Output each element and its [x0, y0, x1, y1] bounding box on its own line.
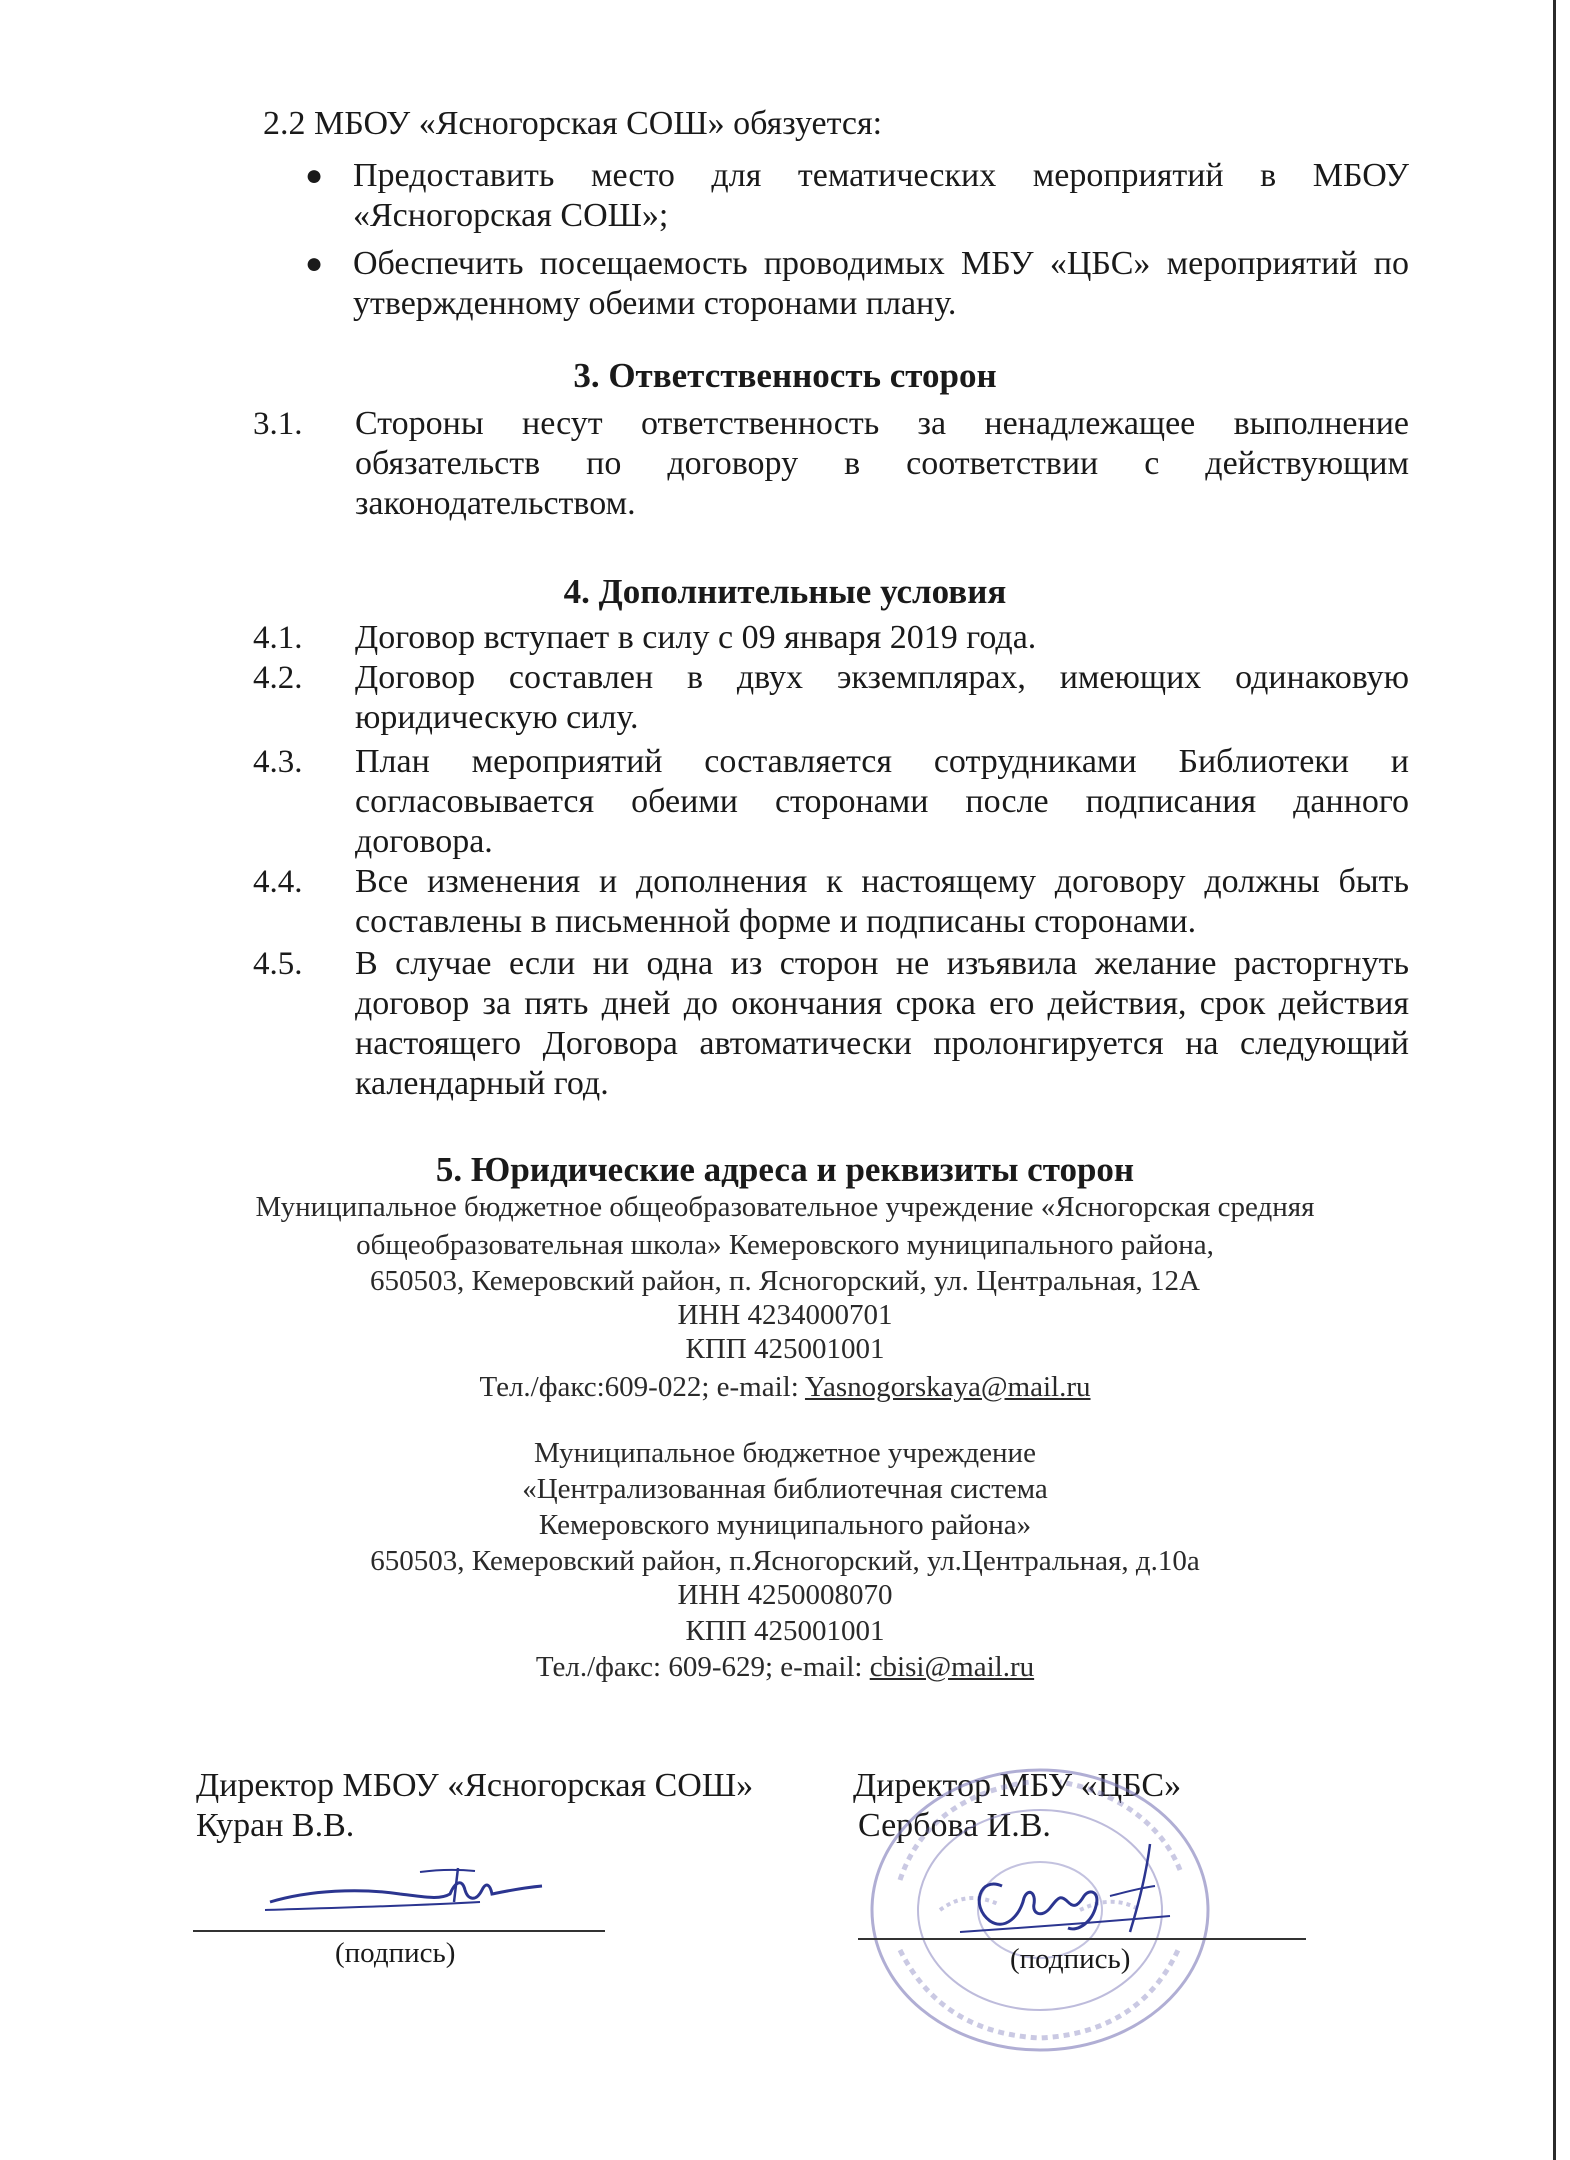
item-4-2-text: Договор составлен в двух экземплярах, имеющих одинаковую юридическую силу. — [355, 659, 1409, 736]
party2-kpp: КПП 425001001 — [685, 1615, 885, 1647]
party2-email-link[interactable]: cbisi@mail.ru — [869, 1651, 1035, 1683]
party2-contacts — [0, 1650, 1570, 1684]
bullet-icon: ● — [305, 247, 324, 280]
right-signature-caption: (подпись) — [1010, 1943, 1131, 1975]
bullet-icon: ● — [305, 159, 324, 192]
section3-title: 3. Ответственность сторон — [573, 356, 997, 395]
left-signer-name: Куран В.В. — [196, 1807, 355, 1844]
party1-address: 650503, Кемеровский район, п. Ясногорский, ул. Центральная, 12А — [370, 1265, 1200, 1297]
party1-email-link[interactable]: Yasnogorskaya@mail.ru — [804, 1371, 1091, 1403]
right-handwritten-signature — [950, 1836, 1180, 1946]
item-4-4-number: 4.4. — [253, 864, 303, 900]
section2-bullet-2: Обеспечить посещаемость проводимых МБУ «ЦБС» мероприятий по утвержденному обеими сторонами плану. — [353, 245, 1409, 322]
party1-contacts — [0, 1370, 1570, 1404]
right-signature-line — [858, 1938, 1306, 1940]
item-4-5-text: В случае если ни одна из сторон не изъявила желание расторгнуть договор за пять дней до окончания срока его действия, срок действия настоящего Договора автоматически пролонгируется на следующий календарный год. — [355, 945, 1409, 1102]
item-4-4-text: Все изменения и дополнения к настоящему договору должны быть составлены в письменной форме и подписаны сторонами. — [355, 863, 1409, 940]
party2-inn: ИНН 4250008070 — [677, 1579, 893, 1611]
left-signature-line — [193, 1930, 605, 1932]
party2-name-line2: «Централизованная библиотечная система — [522, 1473, 1048, 1505]
section5-title: 5. Юридические адреса и реквизиты сторон — [435, 1150, 1135, 1189]
party1-inn: ИНН 4234000701 — [677, 1299, 893, 1331]
party2-phone: Тел./факс: 609-629; e-mail: — [535, 1651, 870, 1683]
section2-bullet-1: Предоставить место для тематических мероприятий в МБОУ «Ясногорская СОШ»; — [353, 157, 1409, 234]
party2-name-line1: Муниципальное бюджетное учреждение — [534, 1437, 1036, 1469]
party1-phone: Тел./факс:609-022; e-mail: — [479, 1371, 805, 1403]
item-4-1-text: Договор вступает в силу с 09 января 2019 года. — [355, 619, 1037, 656]
section4-title: 4. Дополнительные условия — [563, 572, 1007, 611]
section2-intro: 2.2 МБОУ «Ясногорская СОШ» обязуется: — [263, 105, 883, 142]
party1-name-line2: общеобразовательная школа» Кемеровского муниципального района, — [356, 1229, 1214, 1261]
right-signer-title: Директор МБУ «ЦБС» — [853, 1767, 1182, 1804]
item-4-5-number: 4.5. — [253, 946, 303, 982]
item-4-3-text: План мероприятий составляется сотрудниками Библиотеки и согласовывается обеими сторонами после подписания данного договора. — [355, 743, 1409, 860]
left-handwritten-signature — [250, 1860, 550, 1930]
party2-address: 650503, Кемеровский район, п.Ясногорский, ул.Центральная, д.10а — [370, 1545, 1200, 1577]
item-4-3-number: 4.3. — [253, 744, 303, 780]
left-signer-title: Директор МБОУ «Ясногорская СОШ» — [196, 1767, 754, 1804]
party2-name-line3: Кемеровского муниципального района» — [538, 1509, 1032, 1541]
item-4-1-number: 4.1. — [253, 620, 303, 656]
item-3-1-text: Стороны несут ответственность за ненадлежащее выполнение обязательств по договору в соответствии с действующим законодательством. — [355, 405, 1409, 522]
party1-name-line1: Муниципальное бюджетное общеобразовательное учреждение «Ясногорская средняя — [255, 1191, 1315, 1223]
item-3-1-number: 3.1. — [253, 406, 303, 442]
right-signer-name: Сербова И.В. — [858, 1807, 1051, 1844]
left-signature-caption: (подпись) — [335, 1937, 456, 1969]
item-4-2-number: 4.2. — [253, 660, 303, 696]
scan-edge — [1553, 0, 1556, 2160]
party1-kpp: КПП 425001001 — [685, 1333, 885, 1365]
